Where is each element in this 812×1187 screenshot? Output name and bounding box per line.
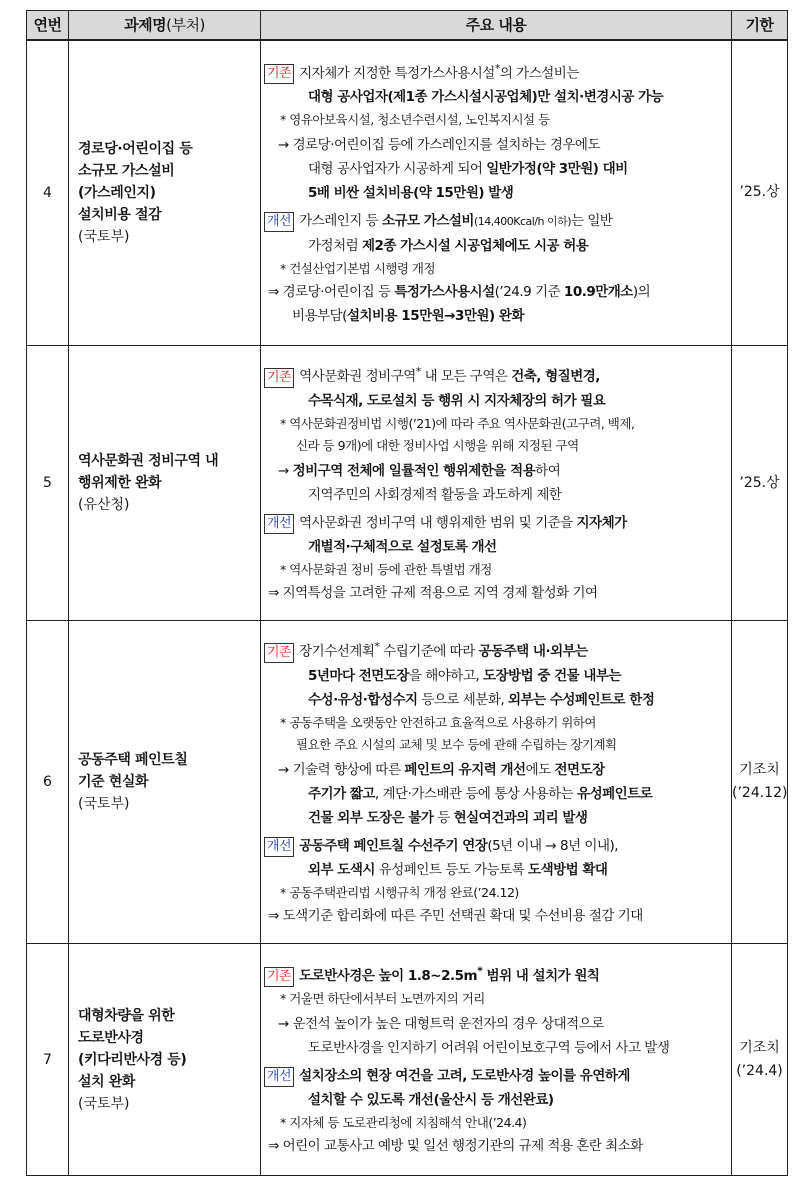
- existing-tag: 기존: [264, 643, 294, 663]
- improvement-tag: 개선: [264, 514, 294, 534]
- deadline: 기조치 (’24.4): [732, 944, 788, 1176]
- regulation-table: [26, 10, 788, 1176]
- task-title: 공동주택 페인트칠 기준 현실화 (국토부): [69, 621, 261, 944]
- main-content: 기존 역사문화권 정비구역* 내 모든 구역은 건축, 형질변경, 수목식재, 도로설치 등 행위 시 지자체장의 허가 필요 * 역사문화권정비법 시행(’21)에 따라 주요 역사문화권(고구려, 백제, 신라 등 9개)에 대한 정비사업 시행을 위해 지정된 구역 → 정비구역 전체에 일률적인 행위제한을 적용하여 지역주민의 사회경제적 활동을 과도하게 제한 개선 역사문화권 정비구역 내 행위제한 범위 및 기준을 지자체가 개별적·구체적으로 설정토록 개선 * 역사문화권 정비 등에 관한 특별법 개정 ⇒ 지역특성을 고려한 규제 적용으로 지역 경제 활성화 기여: [261, 346, 732, 621]
- table-row: [27, 346, 788, 621]
- improvement-tag: 개선: [264, 212, 294, 232]
- task-title: 역사문화권 정비구역 내 행위제한 완화 (유산청): [69, 346, 261, 621]
- existing-tag: 기존: [264, 967, 294, 987]
- main-content: 기존 도로반사경은 높이 1.8~2.5m* 범위 내 설치가 원칙 * 거울면 하단에서부터 노면까지의 거리 → 운전석 높이가 높은 대형트럭 운전자의 경우 상대적으로 도로반사경을 인지하기 어려워 어린이보호구역 등에서 사고 발생 개선 설치장소의 현장 여건을 고려, 도로반사경 높이를 유연하게 설치할 수 있도록 개선(울산시 등 개선완료) * 지자체 등 도로관리청에 지침해석 안내(’24.4) ⇒ 어린이 교통사고 예방 및 일선 행정기관의 규제 적용 혼란 최소화: [261, 944, 732, 1176]
- main-content: 기존 지자체가 지정한 특정가스사용시설*의 가스설비는 대형 공사업자(제1종 가스시설시공업체)만 설치·변경시공 가능 * 영유아보육시설, 청소년수련시설, 노인복지시설 등 → 경로당·어린이집 등에 가스레인지를 설치하는 경우에도 대형 공사업자가 시공하게 되어 일반가정(약 3만원) 대비 5배 비싼 설치비용(약 15만원) 발생 개선 가스레인지 등 소규모 가스설비(14,400Kcal/h 이하)는 일반 가정처럼 제2종 가스시설 시공업체에도 시공 허용 * 건설산업기본법 시행령 개정 ⇒ 경로당·어린이집 등 특정가스사용시설(’24.9 기준 10.9만개소)의 비용부담(설치비용 15만원→3만원) 완화: [261, 40, 732, 346]
- task-title: 경로당·어린이집 등 소규모 가스설비 (가스레인지) 설치비용 절감 (국토부): [69, 40, 261, 346]
- existing-tag: 기존: [264, 64, 294, 84]
- header-deadline: 기한: [732, 11, 788, 40]
- deadline: ’25.상: [732, 40, 788, 346]
- department: (유산청): [78, 497, 130, 513]
- table-row: [27, 621, 788, 944]
- improvement-tag: 개선: [264, 1067, 294, 1087]
- deadline: ’25.상: [732, 346, 788, 621]
- existing-tag: 기존: [264, 368, 294, 388]
- row-number: 5: [27, 346, 69, 621]
- department: (국토부): [78, 228, 130, 245]
- row-number: 6: [27, 621, 69, 944]
- header-content: 주요 내용: [261, 11, 732, 40]
- deadline: 기조치 (’24.12): [732, 621, 788, 944]
- improvement-tag: 개선: [264, 837, 294, 857]
- row-number: 7: [27, 944, 69, 1176]
- table-header-row: [27, 11, 788, 40]
- department: (국토부): [78, 796, 130, 812]
- header-task: 과제명(부처): [69, 11, 261, 40]
- task-title: 대형차량을 위한 도로반사경 (키다리반사경 등) 설치 완화 (국토부): [69, 944, 261, 1176]
- row-number: 4: [27, 40, 69, 346]
- department: (국토부): [78, 1095, 130, 1112]
- table-row: [27, 40, 788, 346]
- table-row: [27, 944, 788, 1176]
- main-content: 기존 장기수선계획* 수립기준에 따라 공동주택 내·외부는 5년마다 전면도장을 해야하고, 도장방법 중 건물 내부는 수성·유성·합성수지 등으로 세분화, 외부는 수성페인트로 한정 * 공동주택을 오랫동안 안전하고 효율적으로 사용하기 위하여 필요한 주요 시설의 교체 및 보수 등에 관해 수립하는 장기계획 → 기술력 향상에 따른 페인트의 유지력 개선에도 전면도장 주기가 짧고, 계단·가스배관 등에 통상 사용하는 유성페인트로 건물 외부 도장은 불가 등 현실여건과의 괴리 발생 개선 공동주택 페인트칠 수선주기 연장(5년 이내 → 8년 이내), 외부 도색시 유성페인트 등도 가능토록 도색방법 확대 * 공동주택관리법 시행규칙 개정 완료(’24.12) ⇒ 도색기준 합리화에 따른 주민 선택권 확대 및 수선비용 절감 기대: [261, 621, 732, 944]
- header-no: 연번: [27, 11, 69, 40]
